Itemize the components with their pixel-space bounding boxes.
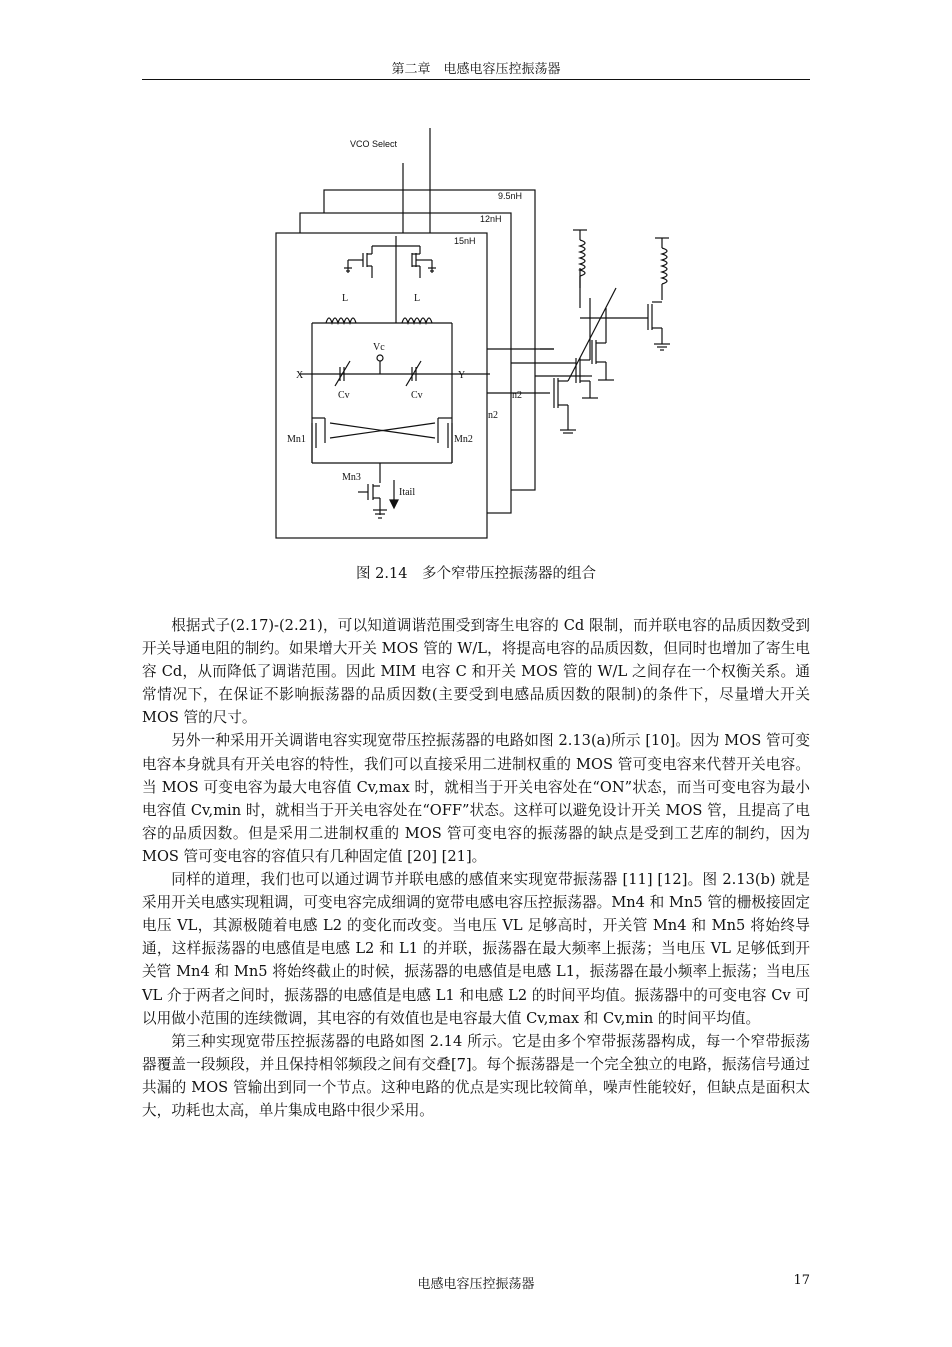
cv-right-label: Cv: [411, 390, 423, 401]
paragraph-4: 第三种实现宽带压控振荡器的电路如图 2.14 所示。它是由多个窄带振荡器构成，每一个窄带振荡器覆盖一段频段，并且保持相邻频段之间有交叠[7]。每个振荡器是一个完全独立的电路，振荡信号通过共漏的 MOS 管输出到同一个节点。这种电路的优点是实现比较简单，噪声性能较好，但缺点是面积太大，功耗也太高，单片集成电路中很少采用。: [142, 1032, 810, 1119]
inductor-l-left-label: L: [342, 293, 349, 304]
header-rule: [142, 79, 810, 80]
node-n2-label-a: n2: [512, 390, 522, 401]
cv-left-label: Cv: [338, 390, 350, 401]
inductor-9-5nh-label: 9.5nH: [498, 191, 523, 201]
mn1-label: Mn1: [287, 434, 306, 445]
paragraph-2: 另外一种采用开关调谐电容实现宽带压控振荡器的电路如图 2.13(a)所示 [10]。因为 MOS 管可变电容本身就具有开关电容的特性，我们可以直接采用二进制权重的 MOS 管可变电容来代替开关电容。当 MOS 可变电容为最大电容值 Cv,max 时，就相当于开关电容处在“ON”状态，而当可变电容为最小电容值 Cv,min 时，就相当于开关电容处在“OFF”状态。这样可以避免设计开关 MOS 管，且提高了电容的品质因数。但是采用二进制权重的 MOS 管可变电容的振荡器的缺点是受到工艺库的制约，因为 MOS 管可变电容的容值只有几种固定值 [20] [21]。: [142, 732, 810, 865]
circuit-figure: [240, 118, 700, 558]
node-n2-label-b: n2: [488, 410, 498, 421]
footer-title: 电感电容压控振荡器: [417, 1277, 535, 1292]
inductor-12nh-label: 12nH: [480, 214, 502, 224]
itail-label: Itail: [399, 487, 416, 498]
box-15nh: [276, 233, 487, 538]
output-inductor-1: [580, 240, 585, 276]
mn2-label: Mn2: [454, 434, 473, 445]
paragraph-3: 同样的道理，我们也可以通过调节并联电感的感值来实现宽带振荡器 [11] [12]。图 2.13(b) 就是采用开关电感实现粗调，可变电容完成细调的宽带电感电容压控振荡器。Mn4 和 Mn5 管的栅极接固定电压 VL，其源极随着电感 L2 的变化而改变。当电压 VL 足够高时，开关管 Mn4 和 Mn5 将始终导通，这样振荡器的电感值是电感 L2 和 L1 的并联，振荡器在最大频率上振荡；当电压 VL 足够低到开关管 Mn4 和 Mn5 将始终截止的时候，振荡器的电感值是电感 L1，振荡器在最小频率上振荡；当电压 VL 介于两者之间时，振荡器的电感值是电感 L1 和电感 L2 的时间平均值。振荡器中的可变电容 Cv 可以用做小范围的连续微调，其电容的有效值也是电容最大值 Cv,max 和 Cv,min 的时间平均值。: [142, 871, 810, 1027]
vco-schematic: [240, 118, 700, 558]
paragraph-1: 根据式子(2.17)-(2.21)，可以知道调谐范围受到寄生电容的 Cd 限制，而并联电容的品质因数受到开关导通电阻的制约。如果增大开关 MOS 管的 W/L，将提高电容的品质因数，但同时也增加了寄生电容 Cd，从而降低了调谐范围。因此 MIM 电容 C 和开关 MOS 管的 W/L 之间存在一个权衡关系。通常情况下，在保证不影响振荡器的品质因数(主要受到电感品质因数的限制)的条件下，尽量增大开关 MOS 管的尺寸。: [142, 617, 810, 727]
running-header: 第二章 电感电容压控振荡器: [391, 62, 561, 77]
node-y-label: Y: [458, 370, 466, 381]
vc-label: Vc: [373, 342, 385, 353]
inductor-15nh-label: 15nH: [454, 236, 476, 246]
output-inductor-2: [662, 248, 667, 284]
page-number: 17: [793, 1273, 810, 1288]
vco-select-label: VCO Select: [350, 139, 398, 149]
figure-caption: 图 2.14 多个窄带压控振荡器的组合: [356, 566, 596, 582]
inductor-l-right-label: L: [414, 293, 421, 304]
mn3-label: Mn3: [342, 472, 361, 483]
node-x-label: X: [296, 370, 304, 381]
body-text: [142, 614, 810, 1122]
